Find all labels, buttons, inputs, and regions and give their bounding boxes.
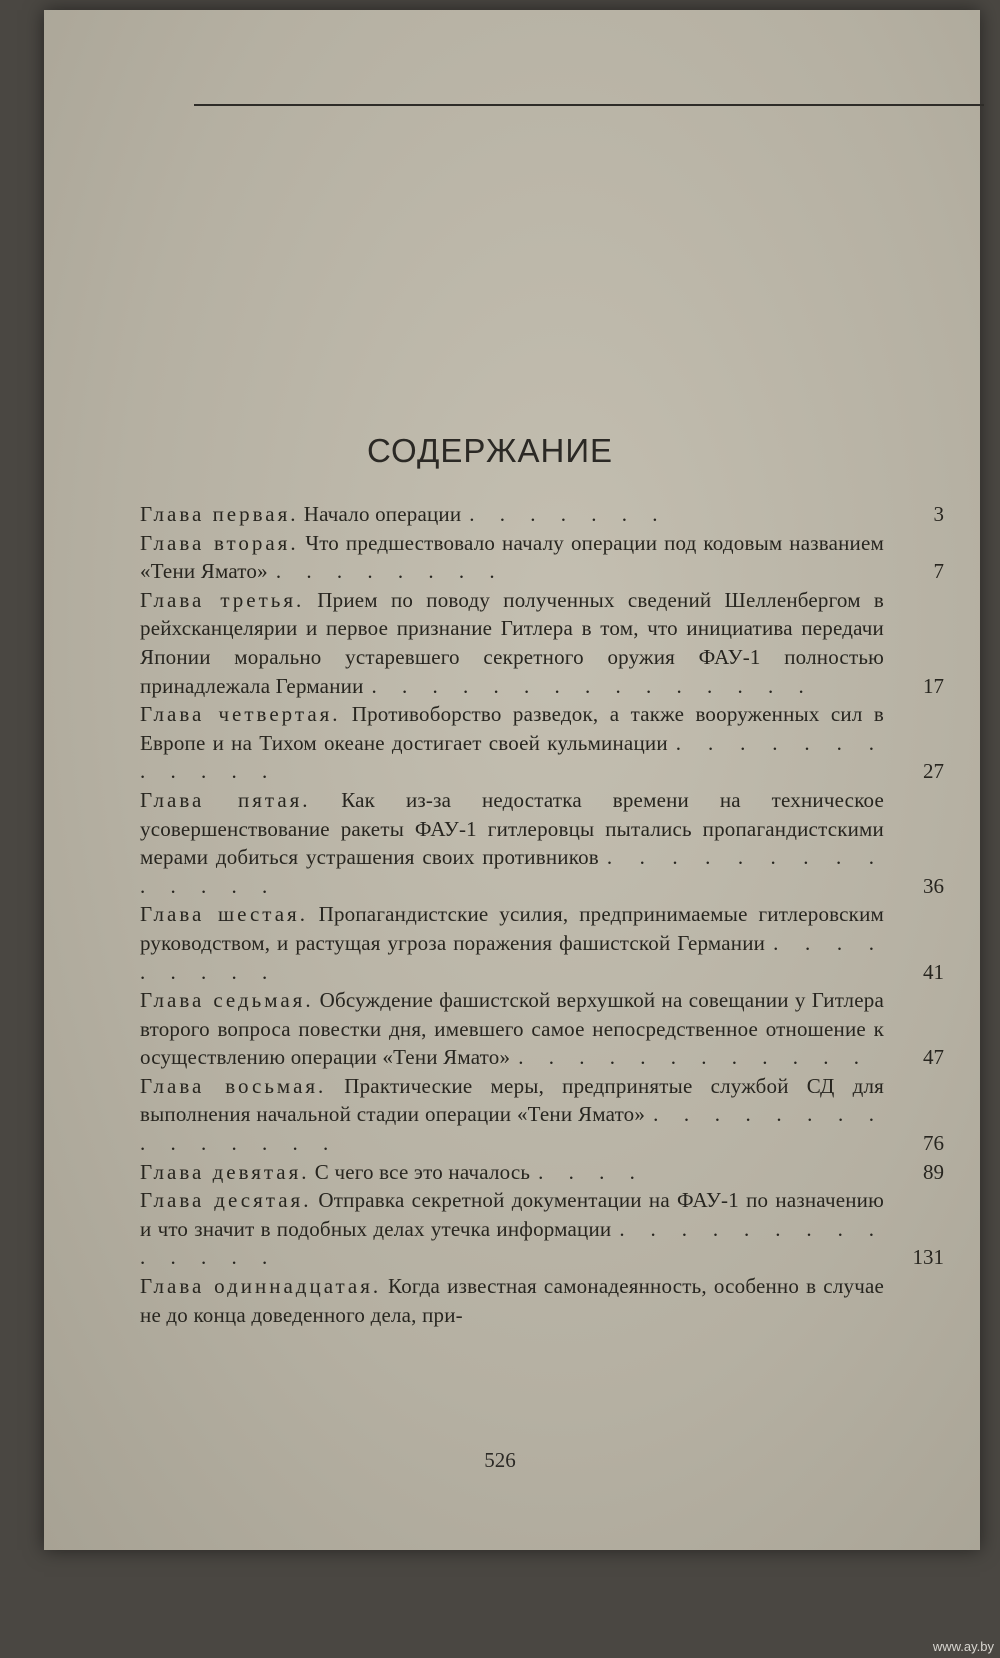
chapter-title: Как из-за недостатка времени на техническое усовершенствование ракеты ФАУ-1 гитлеровцы пытались пропагандистскими мерами добиться устрашения своих противников [140,787,885,870]
toc-entry [140,529,948,586]
chapter-title: Прием по поводу полученных сведений Шелленбергом в рейхсканцелярии и первое признание Гитлера в том, что инициатива передачи Японии морально устаревшего секретного оружия ФАУ-1 полностью принадлежала Германии [140,587,885,698]
toc-entry [140,586,948,700]
chapter-page-number: 47 [923,1045,944,1070]
chapter-page-number: 89 [923,1159,944,1184]
leader-dots: . . . . . . . . [275,559,505,584]
leader-dots: . . . . . . . . . . . . [140,730,884,784]
chapter-label: Глава восьмая. [140,1073,327,1098]
page-number: 526 [484,1448,516,1472]
leader-dots: . . . . . . . . . . . . . . . [140,1102,885,1156]
leader-dots: . . . . . . . . . . . . [518,1045,869,1070]
leader-dots: . . . . . . . . . . . . . . [140,845,884,898]
chapter-label: Глава вторая. [140,530,299,555]
chapter-label: Глава одиннадцатая. [140,1274,382,1299]
toc-entry [140,700,948,786]
chapter-label: Глава третья. [140,587,305,612]
table-of-contents [140,500,948,1329]
chapter-title: Отправка секретной документации на ФАУ-1 по назначению и что значит в подобных делах утечка информации [140,1188,884,1241]
chapter-page-number: 7 [933,559,944,584]
leader-dots: . . . . [538,1159,645,1184]
chapter-page-number: 27 [923,759,944,784]
chapter-page-number: 36 [923,873,944,898]
toc-entry [140,900,948,986]
leader-dots: . . . . . . . . . [140,930,884,984]
chapter-label: Глава первая. [140,502,299,526]
chapter-title: Обсуждение фашистской верхушкой на совещании у Гитлера второго вопроса повестки дня, имевшего самое непосредственное отношение к осуществлению операции «Тени Ямато» [140,988,884,1070]
toc-entry [140,1158,948,1187]
chapter-label: Глава пятая. [140,787,311,812]
chapter-title: Когда известная самонадеянность, особенно в случае не до конца доведенного дела, при- [140,1274,885,1327]
watermark: www.ay.by [932,1639,994,1654]
chapter-page-number: 76 [923,1131,944,1156]
toc-entry [140,1072,948,1158]
leader-dots: . . . . . . . . . . . . . . . [371,673,814,698]
chapter-label: Глава девятая. [140,1159,310,1184]
chapter-label: Глава седьмая. [140,988,314,1013]
leader-dots: . . . . . . . . . . . . . . [140,1216,885,1270]
chapter-label: Глава шестая. [140,902,308,927]
chapter-title: Начало операции [303,502,462,526]
chapter-title: Пропагандистские усилия, предпринимаемые гитлеровским руководством, и растущая угроза поражения фашистской Германии [140,902,884,955]
toc-entry [140,786,948,900]
chapter-page-number: 3 [933,502,944,526]
chapter-page-number: 41 [923,959,944,984]
header-rule [194,104,984,106]
chapter-title: С чего все это началось [314,1159,531,1184]
page-title: СОДЕРЖАНИЕ [366,432,614,469]
toc-entry [140,1186,948,1272]
toc-entry [140,986,948,1072]
toc-entry [140,1272,948,1329]
chapter-title: Противоборство разведок, а также вооруженных сил в Европе и на Тихом океане достигает своей кульминации [140,702,885,755]
leader-dots: . . . . . . . [469,502,668,526]
chapter-label: Глава десятая. [140,1188,312,1213]
chapter-page-number: 131 [912,1245,944,1270]
chapter-title: Практические меры, предпринятые службой СД для выполнения начальной стадии операции «Тени Ямато» [140,1073,885,1127]
toc-entry [140,500,948,529]
chapter-label: Глава четвертая. [140,702,341,727]
chapter-title: Что предшествовало началу операции под кодовым названием «Тени Ямато» [140,530,885,584]
chapter-page-number: 17 [923,673,944,698]
